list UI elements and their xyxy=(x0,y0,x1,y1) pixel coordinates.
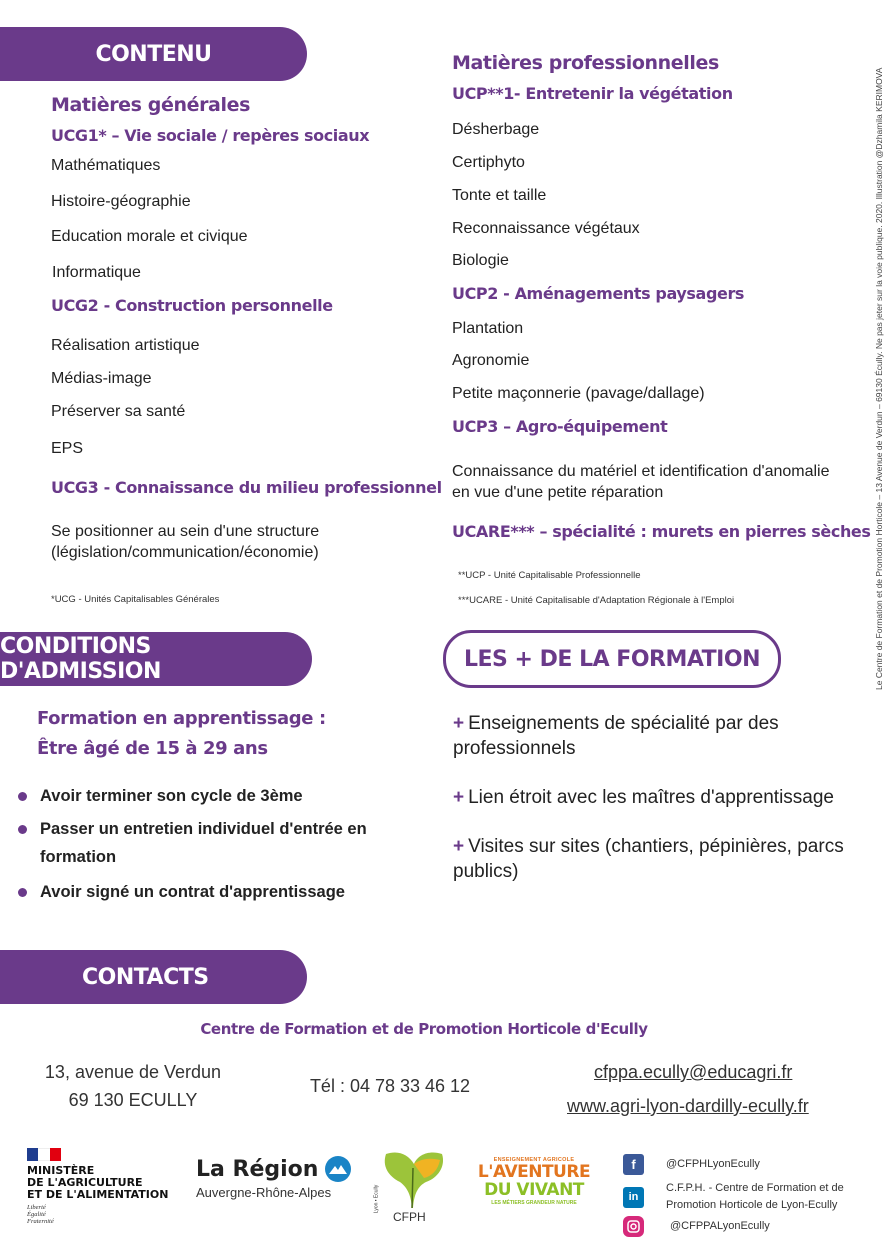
conditions-title: CONDITIONS D'ADMISSION xyxy=(0,634,161,684)
contact-website-link[interactable]: www.agri-lyon-dardilly-ecully.fr xyxy=(567,1096,809,1116)
conditions-list xyxy=(18,781,418,907)
instagram-handle[interactable]: @CFPPALyonEcully xyxy=(670,1220,770,1232)
cfph-title: CFPH xyxy=(393,1210,426,1224)
instagram-row[interactable] xyxy=(623,1216,770,1237)
ucare-title: UCARE*** – spécialité : murets en pierres sèches xyxy=(452,522,871,541)
aventure-du-vivant-logo xyxy=(476,1157,592,1217)
ucp1-item: Biologie xyxy=(452,252,509,269)
ucg2-item: Réalisation artistique xyxy=(51,337,200,354)
devise-line1: Liberté xyxy=(27,1204,46,1211)
plus-item-continuation: publics) xyxy=(453,861,519,882)
ucg1-item: Histoire-géographie xyxy=(51,193,191,210)
linkedin-icon[interactable]: in xyxy=(623,1187,644,1208)
plus-icon: + xyxy=(453,787,465,808)
ministere-line1: MINISTÈRE xyxy=(27,1164,95,1177)
ucp1-title: UCP**1- Entretenir la végétation xyxy=(452,84,733,103)
instagram-icon[interactable] xyxy=(623,1216,644,1237)
ucp2-item: Petite maçonnerie (pavage/dallage) xyxy=(452,385,705,402)
ucp3-item-line1: Connaissance du matériel et identification d'anomalie xyxy=(452,463,830,480)
side-credit: Le Centre de Formation et de Promotion Horticole – 13 Avenue de Verdun – 69130 Écully. Ne pas jeter sur la voie publique. 2020. Illustration @Dzhamila KERIMOVA xyxy=(874,67,884,690)
ucg2-item: Médias-image xyxy=(51,370,152,387)
ucg1-item: Mathématiques xyxy=(51,157,161,174)
region-logo xyxy=(196,1155,366,1215)
conditions-apprentissage: Formation en apprentissage : xyxy=(37,708,326,729)
plus-item-continuation: professionnels xyxy=(453,738,576,759)
linkedin-line1[interactable]: C.F.P.H. - Centre de Formation et de xyxy=(666,1182,844,1194)
ucp2-title: UCP2 - Aménagements paysagers xyxy=(452,284,745,303)
devise-line2: Égalité xyxy=(27,1211,46,1218)
ucare-footnote: ***UCARE - Unité Capitalisable d'Adaptation Régionale à l'Emploi xyxy=(458,595,735,606)
les-plus-title: LES + DE LA FORMATION xyxy=(464,646,760,672)
plus-item xyxy=(453,785,834,810)
region-mountain-icon xyxy=(324,1155,352,1183)
ucp1-item: Tonte et taille xyxy=(452,187,547,204)
conditions-bullet: Avoir terminer son cycle de 3ème xyxy=(18,781,418,811)
ucg2-item: EPS xyxy=(51,440,84,457)
contenu-title: CONTENU xyxy=(95,41,212,67)
ucg2-item: Préserver sa santé xyxy=(51,403,186,420)
ministere-logo xyxy=(27,1148,187,1238)
contact-email-link[interactable]: cfppa.ecully@educagri.fr xyxy=(594,1062,793,1082)
conditions-banner xyxy=(0,632,312,686)
generales-title: Matières générales xyxy=(51,94,250,116)
address-line1: 13, avenue de Verdun xyxy=(44,1062,222,1082)
contacts-title: CONTACTS xyxy=(82,964,209,990)
plus-item xyxy=(453,834,844,859)
ucg1-item: Informatique xyxy=(52,264,141,281)
ucp2-item: Agronomie xyxy=(452,352,530,369)
aventure-line2: DU VIVANT xyxy=(484,1180,584,1200)
conditions-bullet: Avoir signé un contrat d'apprentissage xyxy=(18,877,418,907)
contact-org: Centre de Formation et de Promotion Horticole d'Ecully xyxy=(200,1020,648,1038)
ucp3-item-line2: en vue d'une petite réparation xyxy=(452,484,664,501)
facebook-icon[interactable]: f xyxy=(623,1154,644,1175)
ucp1-item: Certiphyto xyxy=(452,154,525,171)
aventure-bottom: LES MÉTIERS GRANDEUR NATURE xyxy=(491,1200,577,1206)
contenu-banner xyxy=(0,27,307,81)
region-subtitle: Auvergne-Rhône-Alpes xyxy=(196,1185,332,1200)
ucp-footnote: **UCP - Unité Capitalisable Professionnelle xyxy=(458,570,641,581)
plus-item-text: Lien étroit avec les maîtres d'apprentissage xyxy=(468,787,834,808)
linkedin-line2[interactable]: Promotion Horticole de Lyon-Ecully xyxy=(666,1199,838,1211)
ucg-footnote: *UCG - Unités Capitalisables Générales xyxy=(51,594,220,605)
conditions-age: Être âgé de 15 à 29 ans xyxy=(37,738,268,759)
ucp1-item: Reconnaissance végétaux xyxy=(452,220,640,237)
ministere-line2: DE L'AGRICULTURE xyxy=(27,1176,143,1189)
aventure-line1: L'AVENTURE xyxy=(477,1162,591,1182)
facebook-row[interactable] xyxy=(623,1154,760,1175)
conditions-bullet: Passer un entretien individuel d'entrée en xyxy=(18,814,418,844)
plus-item xyxy=(453,711,779,736)
region-title: La Région xyxy=(196,1156,319,1182)
contacts-banner xyxy=(0,950,307,1004)
ucg1-title: UCG1* – Vie sociale / repères sociaux xyxy=(51,126,370,145)
contact-address xyxy=(33,1058,233,1114)
cfph-small: Lyon • Ecully xyxy=(373,1184,380,1214)
ucg3-item-line2: (législation/communication/économie) xyxy=(51,544,319,561)
conditions-bullet-continuation: formation xyxy=(40,848,117,866)
plus-icon: + xyxy=(453,713,465,734)
devise-line3: Fraternité xyxy=(27,1218,54,1225)
aventure-top: ENSEIGNEMENT AGRICOLE xyxy=(493,1157,575,1163)
ucg2-title: UCG2 - Construction personnelle xyxy=(51,296,333,315)
contact-phone: Tél : 04 78 33 46 12 xyxy=(309,1076,471,1096)
ucg1-item: Education morale et civique xyxy=(51,228,248,245)
plus-icon: + xyxy=(453,836,465,857)
ucp3-title: UCP3 – Agro-équipement xyxy=(452,417,668,436)
facebook-handle[interactable]: @CFPHLyonEcully xyxy=(666,1158,760,1170)
ucp1-item: Désherbage xyxy=(452,121,540,138)
plus-item-text: Enseignements de spécialité par des xyxy=(468,713,779,734)
ucg3-title: UCG3 - Connaissance du milieu professionnel xyxy=(51,478,442,497)
cfph-logo xyxy=(373,1148,450,1228)
linkedin-row[interactable] xyxy=(623,1180,844,1214)
address-line2: 69 130 ECULLY xyxy=(68,1090,198,1110)
ucp2-item: Plantation xyxy=(452,320,524,337)
marianne-flag-icon xyxy=(27,1148,61,1161)
pro-title: Matières professionnelles xyxy=(452,52,719,74)
ucg3-item-line1: Se positionner au sein d'une structure xyxy=(51,523,320,540)
ginkgo-leaf-icon xyxy=(378,1148,448,1210)
ministere-line3: ET DE L'ALIMENTATION xyxy=(27,1188,169,1201)
plus-item-text: Visites sur sites (chantiers, pépinières, parcs xyxy=(468,836,844,857)
les-plus-banner xyxy=(443,630,781,688)
